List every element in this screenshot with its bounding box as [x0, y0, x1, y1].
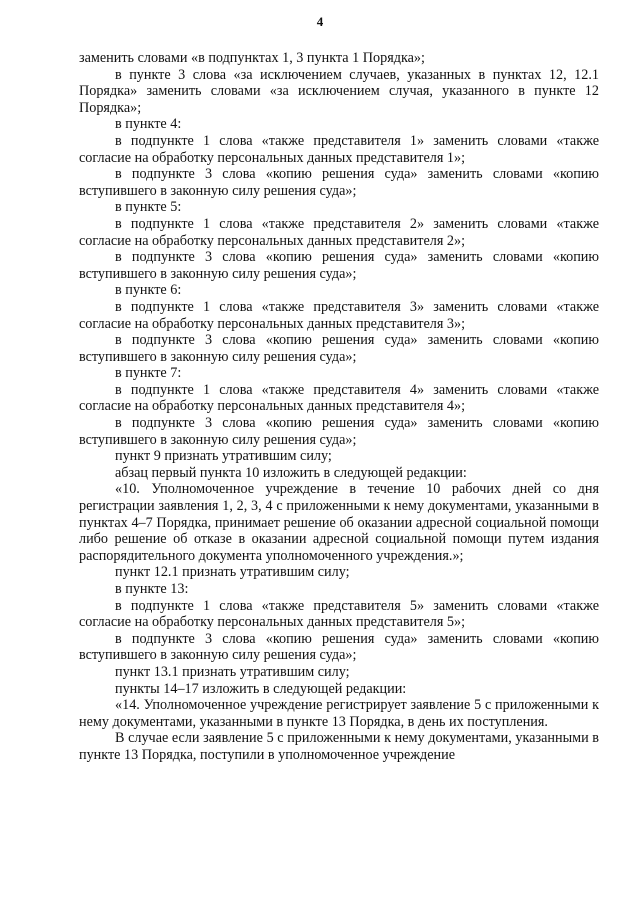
document-body — [79, 50, 599, 764]
paragraph: в подпункте 1 слова «также представителя 5» заменить словами «также согласие на обработку персональных данных представителя 5»; — [79, 597, 599, 631]
paragraph: в подпункте 3 слова «копию решения суда» заменить словами «копию вступившего в законную силу решения суда»; — [79, 630, 599, 664]
page-number: 4 — [316, 14, 324, 29]
paragraph: в пункте 7: — [115, 365, 182, 382]
paragraph: в подпункте 3 слова «копию решения суда» заменить словами «копию вступившего в законную силу решения суда»; — [79, 332, 599, 365]
paragraph: пункт 13.1 признать утратившим силу; — [115, 663, 350, 680]
paragraph: в пункте 6: — [115, 282, 182, 299]
paragraph: в подпункте 3 слова «копию решения суда» заменить словами «копию вступившего в законную силу решения суда»; — [79, 249, 599, 282]
paragraph: в подпункте 1 слова «также представителя 2» заменить словами «также согласие на обработку персональных данных представителя 2»; — [79, 215, 599, 249]
paragraph: в подпункте 1 слова «также представителя 1» заменить словами «также согласие на обработку персональных данных представителя 1»; — [79, 132, 599, 166]
paragraph: пункт 9 признать утратившим силу; — [115, 448, 332, 465]
paragraph: в подпункте 1 слова «также представителя 3» заменить словами «также согласие на обработку персональных данных представителя 3»; — [79, 298, 599, 332]
paragraph: заменить словами «в подпунктах 1, 3 пункта 1 Порядка»; — [79, 50, 425, 66]
paragraph: в подпункте 1 слова «также представителя 4» заменить словами «также согласие на обработку персональных данных представителя 4»; — [79, 381, 599, 415]
paragraph: абзац первый пункта 10 изложить в следующей редакции: — [115, 464, 467, 481]
paragraph: в пункте 4: — [115, 116, 182, 133]
paragraph: в пункте 3 слова «за исключением случаев, указанных в пунктах 12, 12.1 Порядка» заменить словами «за исключением случая, указанного в пункте 12 Порядка»; — [79, 66, 599, 116]
paragraph: «14. Уполномоченное учреждение регистрирует заявление 5 с приложенными к нему документами, указанными в пункте 13 Порядка, в день их поступления. — [79, 697, 599, 730]
paragraph: в подпункте 3 слова «копию решения суда» заменить словами «копию вступившего в законную силу решения суда»; — [79, 166, 599, 199]
paragraph: пункт 12.1 признать утратившим силу; — [115, 564, 350, 581]
paragraph: «10. Уполномоченное учреждение в течение 10 рабочих дней со дня регистрации заявления 1, 2, 3, 4 с приложенными к нему документами, указанными в пунктах 4–7 Порядка, принимает решение об оказании адресной социальной помощи либо решение об отказе в оказании адресной социальной помощи путем издания распорядительного документа уполномоченного учреждения.»; — [79, 481, 599, 564]
paragraph: в подпункте 3 слова «копию решения суда» заменить словами «копию вступившего в законную силу решения суда»; — [79, 415, 599, 448]
paragraph: В случае если заявление 5 с приложенными к нему документами, указанными в пункте 13 Порядка, поступили в уполномоченное учреждение — [79, 730, 599, 763]
paragraph: в пункте 5: — [115, 199, 182, 216]
paragraph: в пункте 13: — [115, 581, 189, 597]
paragraph: пункты 14–17 изложить в следующей редакции: — [115, 680, 407, 697]
